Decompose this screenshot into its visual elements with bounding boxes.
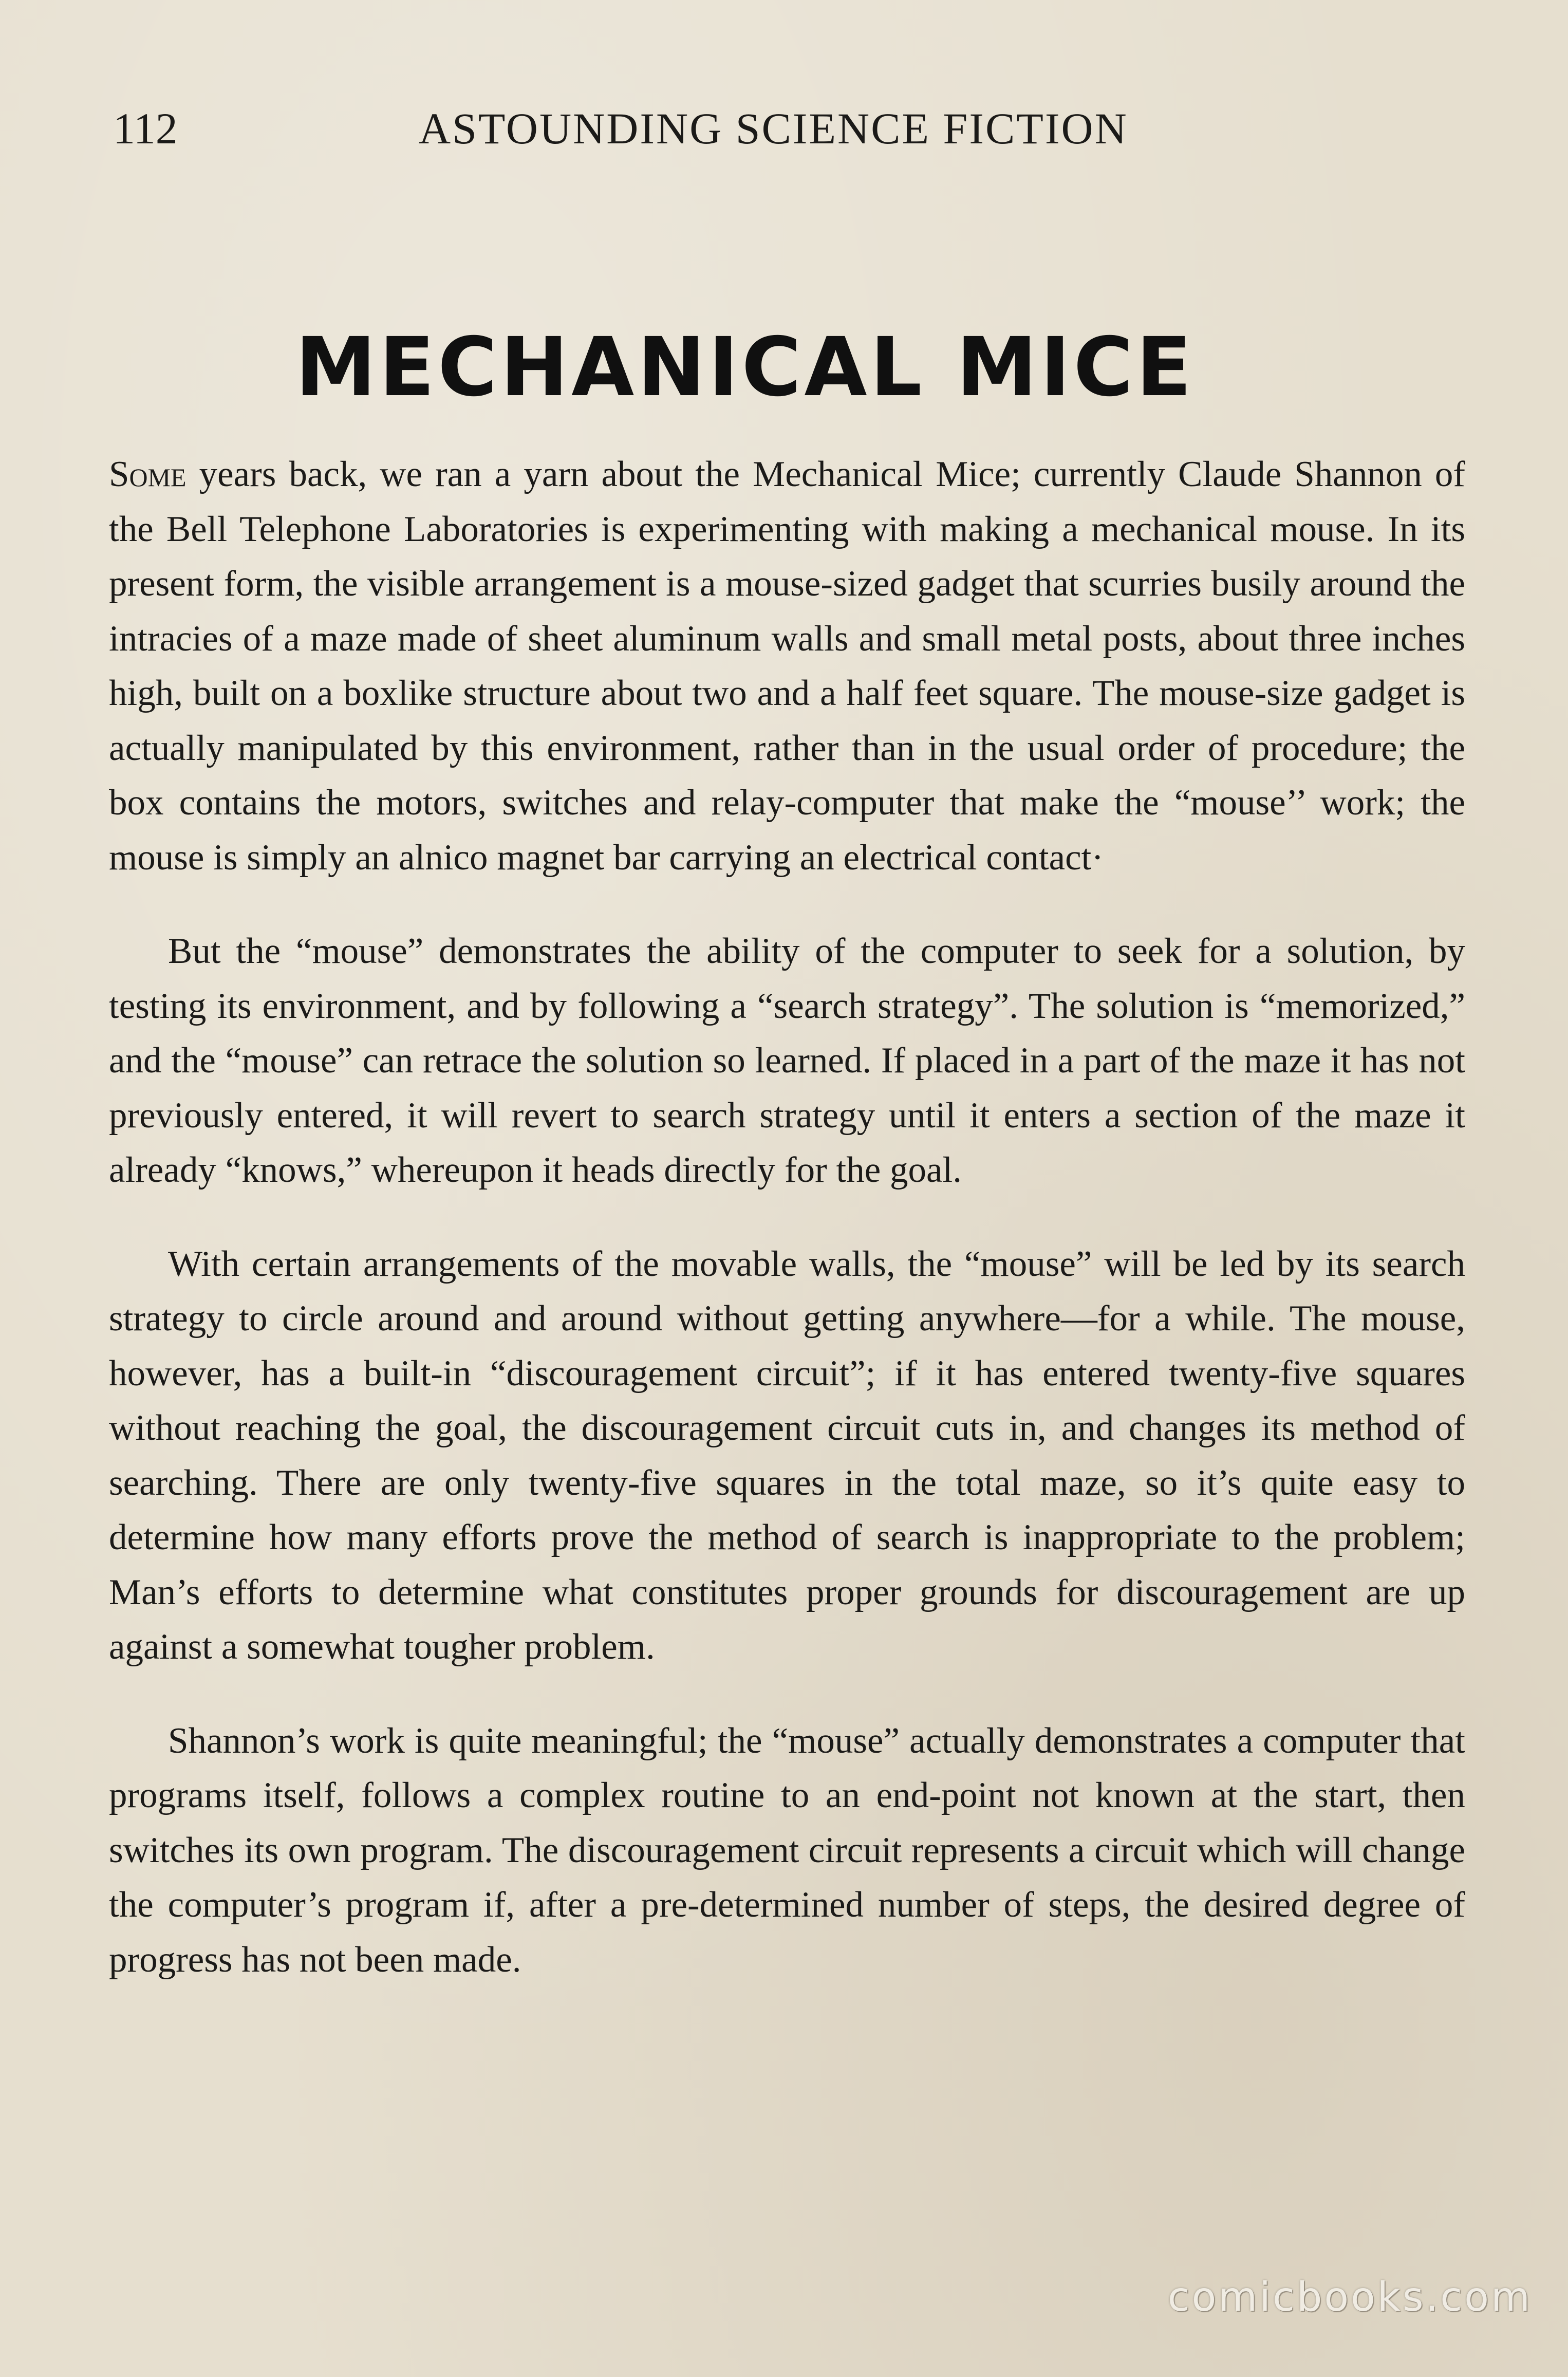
paragraph-2: But the “mouse” demonstrates the ability of the computer to seek for a solution, by testing its environment, and by following a “search strategy”. The solution is “memorized,” and the “mouse” can retrace the solution so learned. If placed in a part of the maze it has not previously entered, it will revert to search strategy until it enters a section of the maze it already “knows,” whereupon it heads directly for the goal. (109, 931, 1465, 1190)
article-title: MECHANICAL MICE (295, 320, 1195, 415)
paragraph-4: Shannon’s work is quite meaningful; the “mouse” actually demonstrates a computer that programs itself, follows a complex routine to an end-point not known at the start, then switches its own program. The discouragement circuit represents a circuit which will change the computer’s program if, after a pre-determined number of steps, the desired degree of progress has not been made. (109, 1720, 1465, 1980)
article-body (109, 447, 1465, 2026)
paragraph-1-lead-word: Some (109, 454, 186, 494)
paragraph-1-text: years back, we ran a yarn about the Mechanical Mice; currently Claude Shannon of the Bell Telephone Laboratories is experimenting with making a mechanical mouse. In its present form, the visible arrangement is a mouse-sized gadget that scurries busily around the intracies of a maze made of sheet aluminum walls and small metal posts, about three inches high, built on a boxlike structure about two and a half feet square. The mouse-size gadget is actually manipulated by this environment, rather than in the usual order of procedure; the box contains the motors, switches and relay-computer that make the “mouse’’ work; the mouse is simply an alnico magnet bar carrying an electrical contact· (109, 454, 1465, 878)
site-watermark: comicbooks.com (1167, 2274, 1532, 2320)
running-head (113, 100, 1161, 157)
paragraph-3: With certain arrangements of the movable walls, the “mouse” will be led by its search strategy to circle around and around without getting anywhere—for a while. The mouse, however, has a built-in “discouragement circuit”; if it has entered twenty-five squares without reaching the goal, the discouragement circuit cuts in, and changes its method of searching. There are only twenty-five squares in the total maze, so it’s quite easy to determine how many efforts prove the method of search is inappropriate to the problem; Man’s efforts to determine what constitutes proper grounds for discouragement are up against a somewhat tougher problem. (109, 1243, 1465, 1667)
page-number: 112 (113, 104, 178, 153)
magazine-title: ASTOUNDING SCIENCE FICTION (419, 104, 1128, 153)
paragraph-1 (109, 447, 1465, 885)
